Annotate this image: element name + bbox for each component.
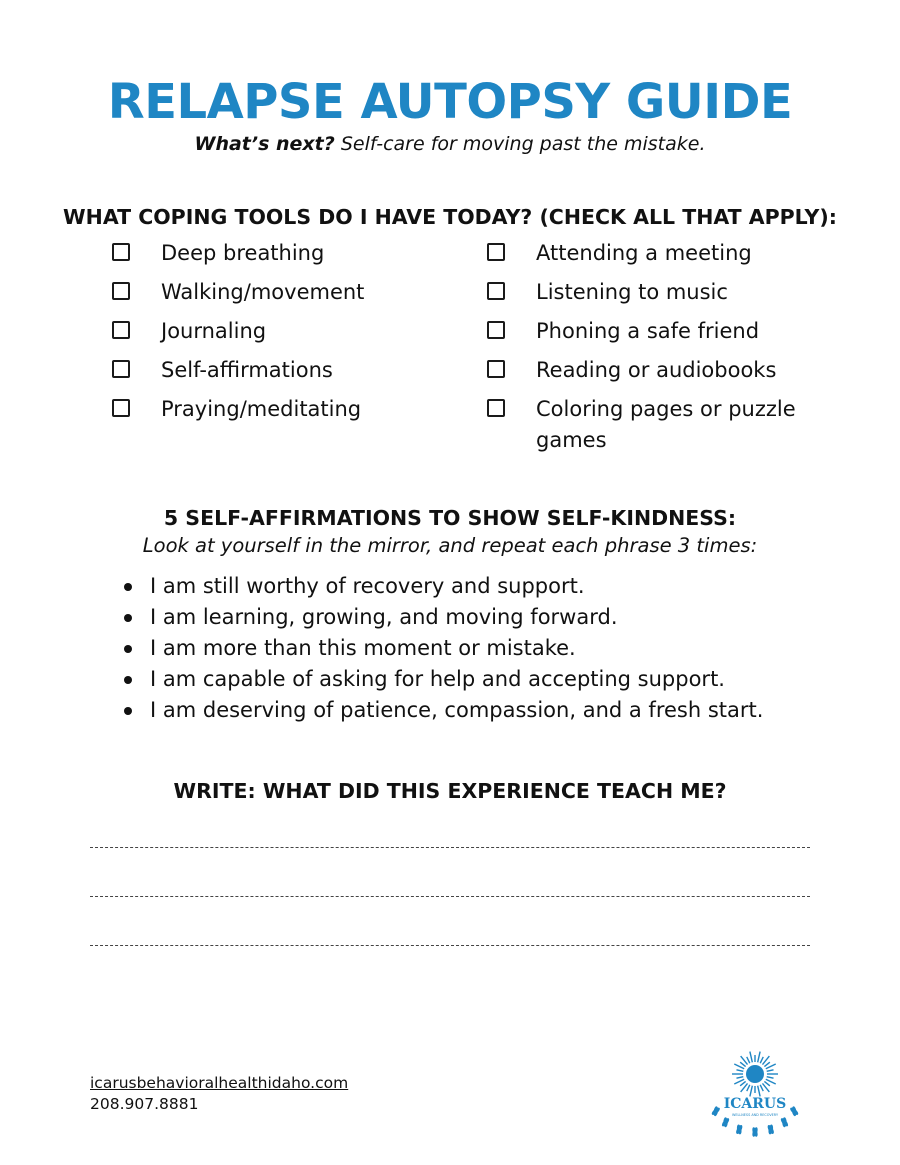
checklist-item[interactable] [487,394,821,456]
writing-line[interactable] [90,896,810,897]
checklist-label: Deep breathing [161,241,325,265]
bullet-icon [124,583,132,591]
website-link[interactable]: icarusbehavioralhealthidaho.com [90,1074,349,1092]
checklist-item[interactable] [112,355,451,386]
icarus-logo [705,1050,805,1142]
checklist-item[interactable] [112,277,451,308]
sun-ray [758,1052,760,1063]
bullet-icon [124,614,132,622]
sun-ray [740,1081,745,1085]
sun-ray [750,1086,752,1097]
checklist-label: Phoning a safe friend [536,319,760,343]
checklist-label: Attending a meeting [536,241,752,265]
affirmation-text: I am still worthy of recovery and support. [150,574,585,598]
bullet-icon [124,645,132,653]
checklist-item[interactable] [112,316,451,347]
writing-line[interactable] [90,945,810,946]
coping-tools-heading: WHAT COPING TOOLS DO I HAVE TODAY? (CHECK ALL THAT APPLY): [63,205,837,229]
bullet-icon [124,676,132,684]
checkbox[interactable] [112,282,130,300]
affirmation-text: I am learning, growing, and moving forward. [150,605,618,629]
logo-tagline: WELLNESS AND RECOVERY [731,1113,779,1117]
laurel-leaf [723,1117,727,1127]
sun-ray [736,1077,743,1079]
checkbox[interactable] [112,243,130,261]
checklist-label: Walking/movement [161,280,365,304]
list-item [124,633,763,664]
checklist-item[interactable] [487,355,821,386]
sun-ray [767,1077,774,1079]
write-heading: WRITE: WHAT DID THIS EXPERIENCE TEACH ME? [173,779,727,803]
coping-checklist-right [487,238,821,464]
checkbox[interactable] [112,321,130,339]
checklist-item[interactable] [112,394,451,425]
checklist-label: Reading or audiobooks [536,358,777,382]
writing-line[interactable] [90,847,810,848]
sun-ray [747,1057,750,1063]
checkbox[interactable] [487,282,505,300]
sun-ray [740,1062,745,1066]
sun-ray [760,1085,763,1091]
subtitle-bold: What’s next? [194,133,335,155]
list-item [124,695,763,726]
checklist-item[interactable] [112,238,451,269]
sun-ray [767,1070,774,1072]
sun-ray [750,1052,752,1063]
sun-ray [747,1085,750,1091]
page-title: RELAPSE AUTOPSY GUIDE [107,74,793,130]
affirmation-text: I am deserving of patience, compassion, and a fresh start. [150,698,764,722]
affirmations-instruction: Look at yourself in the mirror, and repeat each phrase 3 times: [142,534,758,557]
checklist-label: Listening to music [536,280,728,304]
sun-ray [758,1086,760,1097]
checklist-label: Self-affirmations [161,358,333,382]
phone-number: 208.907.8881 [90,1095,199,1113]
subtitle-text: Self-care for moving past the mistake. [334,133,706,155]
logo-text: ICARUS [723,1096,787,1112]
sun-ray [736,1070,743,1072]
list-item [124,602,763,633]
checkbox[interactable] [112,360,130,378]
checklist-item[interactable] [487,238,821,269]
checklist-label: Coloring pages or puzzle games [536,397,796,452]
checkbox[interactable] [487,360,505,378]
checkbox[interactable] [487,321,505,339]
footer-contact [90,1073,348,1115]
checkbox[interactable] [487,399,505,417]
affirmation-text: I am more than this moment or mistake. [150,636,576,660]
laurel-leaf [751,1127,759,1138]
checklist-item[interactable] [487,316,821,347]
laurel-leaf [713,1106,719,1117]
affirmation-text: I am capable of asking for help and accepting support. [150,667,725,691]
sun-ray [764,1081,769,1085]
list-item [124,571,763,602]
checklist-label: Praying/meditating [161,397,362,421]
page-subtitle [0,131,900,157]
sun-ray [760,1057,763,1063]
sun-ray [764,1062,769,1066]
affirmations-list [124,571,763,726]
checkbox[interactable] [487,243,505,261]
checkbox[interactable] [112,399,130,417]
affirmations-heading: 5 SELF-AFFIRMATIONS TO SHOW SELF-KINDNESS: [163,506,737,530]
bullet-icon [124,707,132,715]
checklist-item[interactable] [487,277,821,308]
coping-checklist-left [112,238,451,433]
list-item [124,664,763,695]
checklist-label: Journaling [161,319,267,343]
